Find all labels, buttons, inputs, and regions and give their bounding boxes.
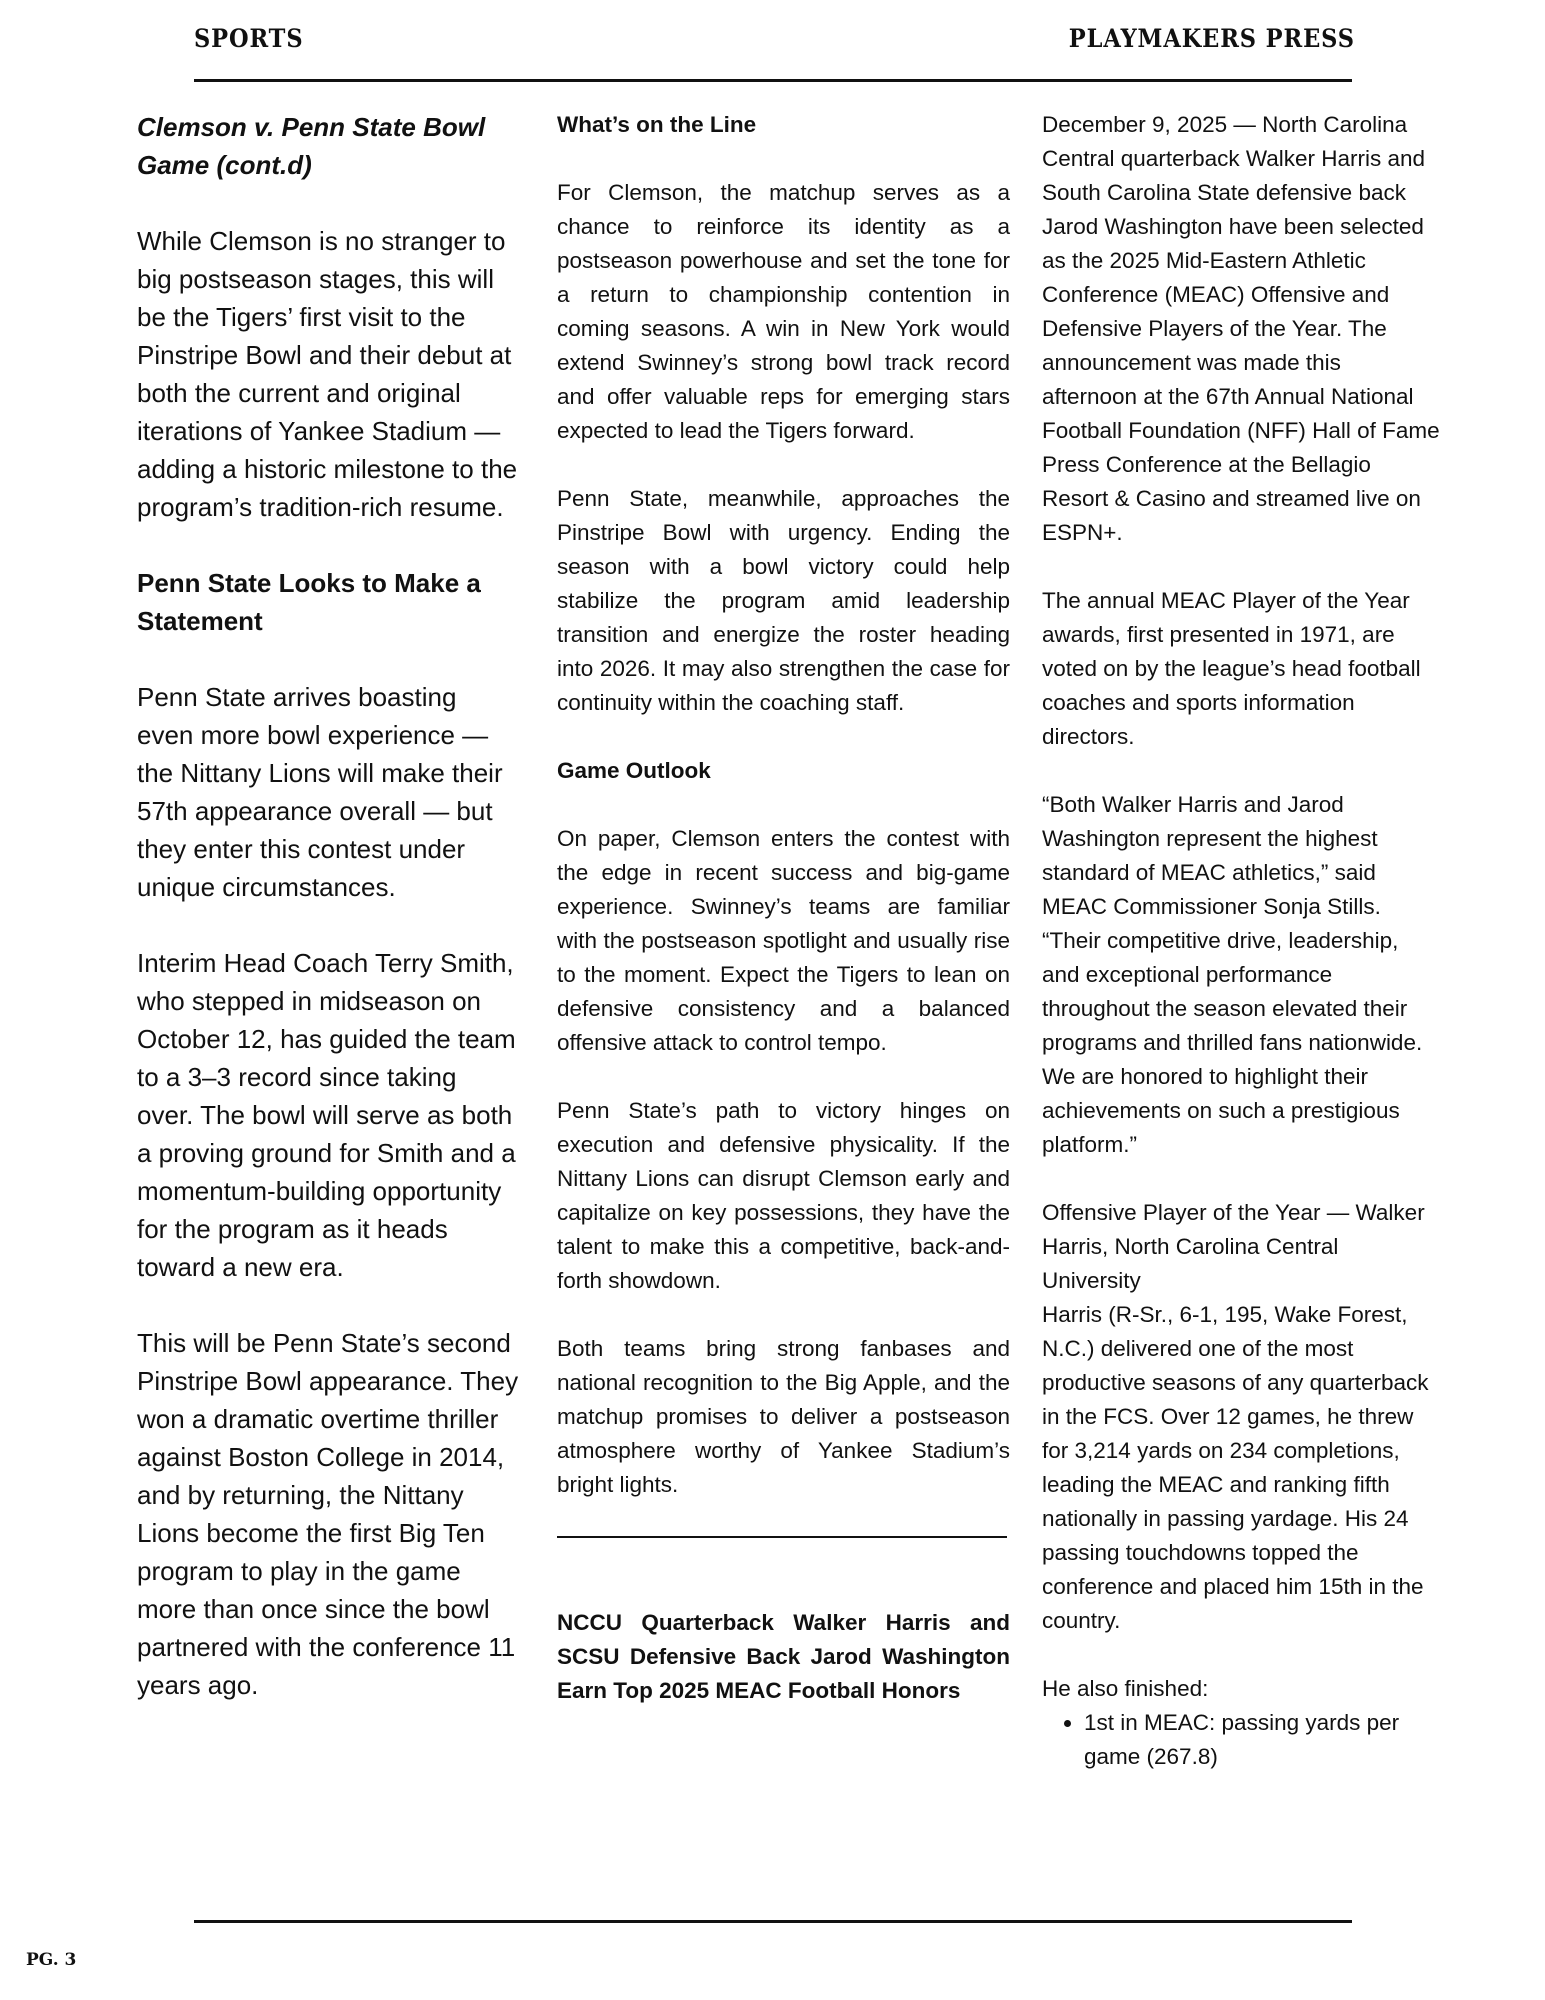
subheading: Game Outlook (557, 758, 711, 783)
paragraph: The annual MEAC Player of the Year awards, first presented in 1971, are voted on by the league’s head football coaches and sports information directors. (1042, 588, 1421, 749)
column-1 (137, 108, 519, 1742)
paragraph: December 9, 2025 — North Carolina Central quarterback Walker Harris and South Carolina State defensive back Jarod Washington have been selected as the 2025 Mid-Eastern Athletic Conference (MEAC) Offensive and Defensive Players of the Year. The announcement was made this afternoon at the 67th Annual National Football Foundation (NFF) Hall of Fame Press Conference at the Bellagio Resort & Casino and streamed live on ESPN+. (1042, 112, 1440, 545)
paragraph: While Clemson is no stranger to big postseason stages, this will be the Tigers’ first visit to the Pinstripe Bowl and their debut at both the current and original iterations of Yankee Stadium — adding a historic milestone to the program’s tradition-rich resume. (137, 226, 518, 522)
section-label: SPORTS (194, 24, 304, 53)
paragraph: Harris (R-Sr., 6-1, 195, Wake Forest, N.C.) delivered one of the most productive seasons of any quarterback in the FCS. Over 12 games, he threw for 3,214 yards on 234 completions, leading the MEAC and ranking fifth nationally in passing yardage. His 24 passing touchdowns topped the conference and placed him 15th in the country. (1042, 1302, 1429, 1633)
paragraph: Interim Head Coach Terry Smith, who stepped in midseason on October 12, has guided the team to a 3–3 record since taking over. The bowl will serve as both a proving ground for Smith and a momentum-building opportunity for the program as it heads toward a new era. (137, 948, 516, 1282)
subheading: What’s on the Line (557, 112, 757, 137)
paragraph: For Clemson, the matchup serves as a chance to reinforce its identity as a postseason powerhouse and set the tone for a return to championship contention in coming seasons. A win in New York would extend Swinney’s strong bowl track record and offer valuable reps for emerging stars expected to lead the Tigers forward. (557, 180, 1010, 443)
page-number: PG. 3 (26, 1950, 77, 1970)
paragraph: Both teams bring strong fanbases and national recognition to the Big Apple, and the matchup promises to deliver a postseason atmosphere worthy of Yankee Stadium’s bright lights. (557, 1336, 1010, 1497)
paragraph: “Both Walker Harris and Jarod Washington represent the highest standard of MEAC athletics,” said MEAC Commissioner Sonja Stills. “Their competitive drive, leadership, and exceptional performance throughout the season elevated their programs and thrilled fans nationwide. We are honored to highlight their achievements on such a prestigious platform.” (1042, 792, 1423, 1157)
article-title: Clemson v. Penn State Bowl Game (cont.d) (137, 112, 486, 180)
article-separator (557, 1536, 1007, 1538)
footer-rule (194, 1920, 1352, 1923)
header-rule (194, 79, 1352, 82)
stats-list (1042, 1706, 1442, 1774)
article-headline: NCCU Quarterback Walker Harris and SCSU Defensive Back Jarod Washington Earn Top 2025 MEAC Football Honors (557, 1610, 1010, 1703)
column-3 (1042, 108, 1442, 1774)
subheading: Penn State Looks to Make a Statement (137, 568, 481, 636)
paragraph: Penn State, meanwhile, approaches the Pinstripe Bowl with urgency. Ending the season with a bowl victory could help stabilize the program amid leadership transition and energize the roster heading into 2026. It may also strengthen the case for continuity within the coaching staff. (557, 486, 1010, 715)
column-2 (557, 108, 1010, 1742)
publication-name: PLAYMAKERS PRESS (1068, 24, 1355, 53)
paragraph: Penn State arrives boasting even more bowl experience — the Nittany Lions will make their 57th appearance overall — but they enter this contest under unique circumstances. (137, 682, 503, 902)
paragraph: This will be Penn State’s second Pinstripe Bowl appearance. They won a dramatic overtime thriller against Boston College in 2014, and by returning, the Nittany Lions become the first Big Ten program to play in the game more than once since the bowl partnered with the conference 11 years ago. (137, 1328, 519, 1700)
paragraph: On paper, Clemson enters the contest with the edge in recent success and big-game experience. Swinney’s teams are familiar with the postseason spotlight and usually rise to the moment. Expect the Tigers to lean on defensive consistency and a balanced offensive attack to control tempo. (557, 826, 1010, 1055)
paragraph: Offensive Player of the Year — Walker Harris, North Carolina Central University (1042, 1200, 1425, 1293)
list-item: • 1st in MEAC: passing yards per game (267.8) (1084, 1706, 1442, 1774)
paragraph: Penn State’s path to victory hinges on execution and defensive physicality. If the Nittany Lions can disrupt Clemson early and capitalize on key possessions, they have the talent to make this a competitive, back-and-forth showdown. (557, 1098, 1010, 1293)
paragraph: He also finished: (1042, 1676, 1209, 1701)
